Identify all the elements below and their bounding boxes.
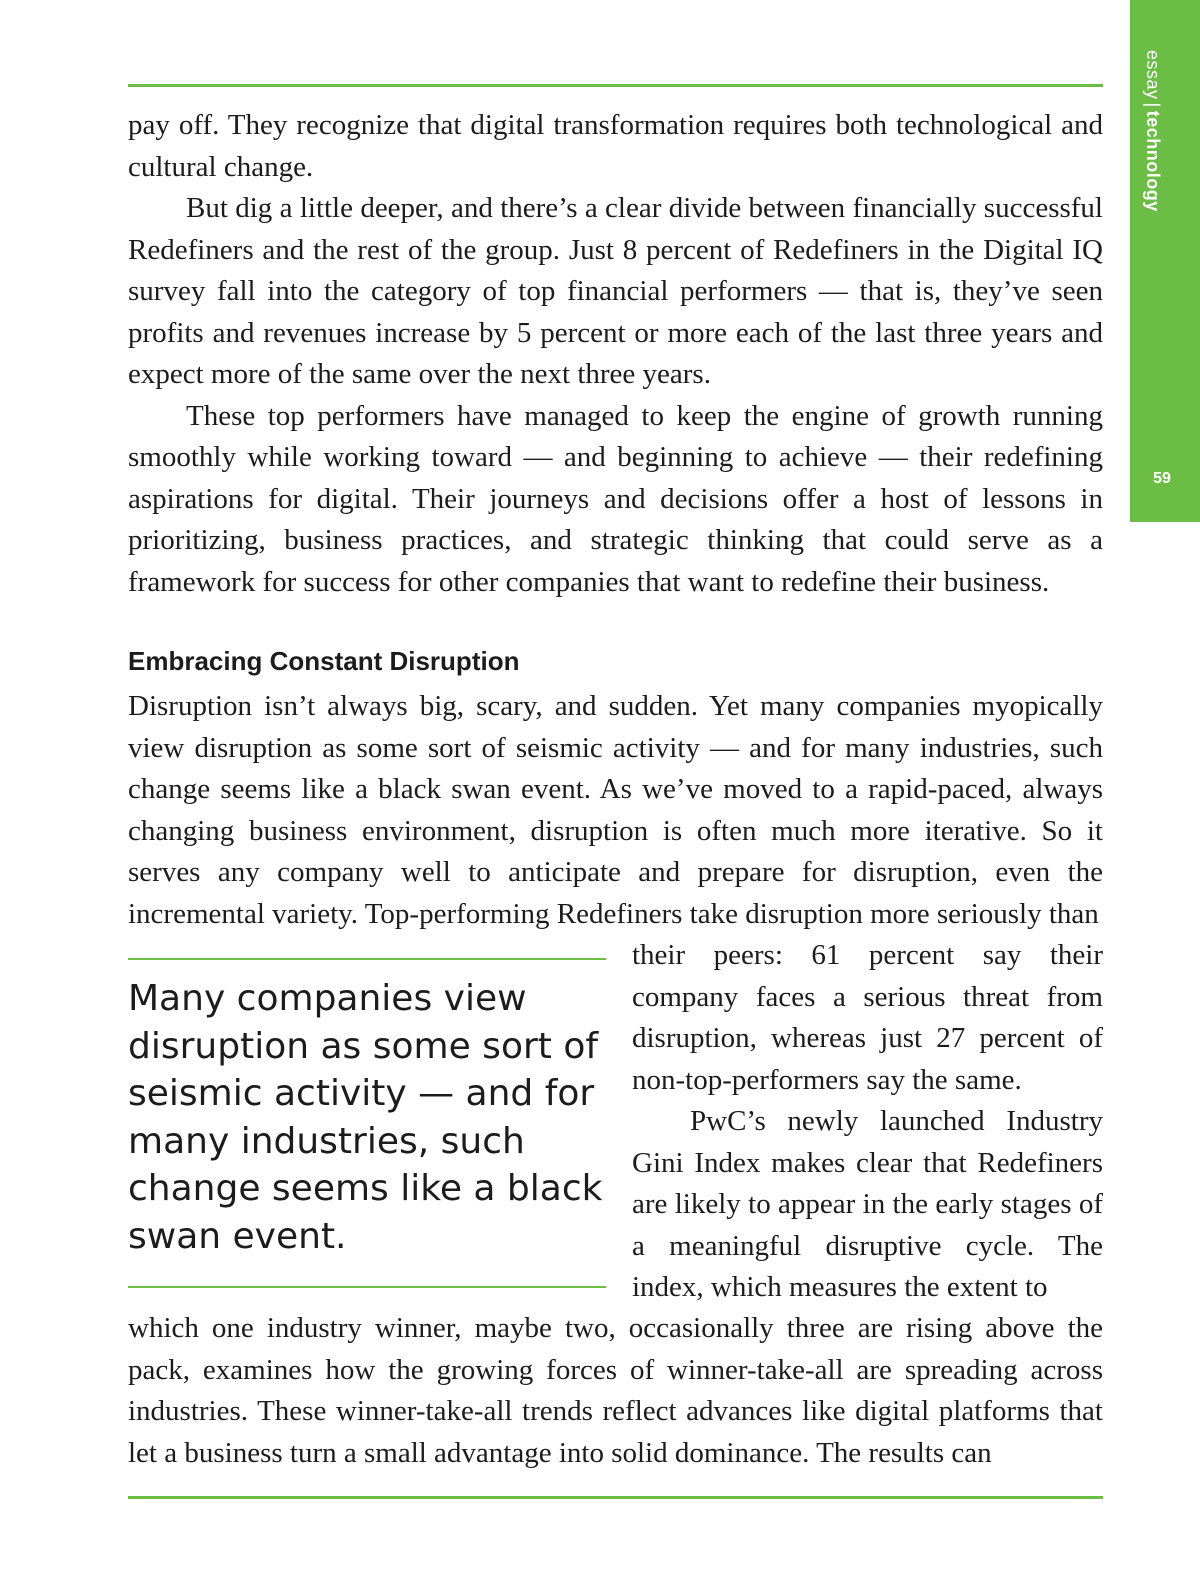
section-separator: | [1143,102,1163,108]
section-label [1142,50,1163,212]
pull-quote: Many companies view disruption as some sort of seismic activity — and for many industries, such change seems like a black swan event. [128,978,603,1257]
paragraph: PwC’s newly launched Industry Gini Index makes clear that Redefiners are likely to appear in the early stages of a meaningful disruptive cycle. The index, which measures the extent to [632,1105,1103,1303]
article-section [128,686,1103,935]
article-column [632,935,1103,1309]
paragraph: pay off. They recognize that digital transformation requires both technological and cultural change. [128,109,1103,183]
paragraph: their peers: 61 percent say their company faces a serious threat from disruption, whereas just 27 percent of non-top-performers say the same. [632,939,1103,1096]
paragraph: These top performers have managed to keep the engine of growth running smoothly while working toward — and beginning to achieve — their redefining aspirations for digital. Their journeys and decisions offer a host of lessons in prioritizing, business practices, and strategic thinking that could serve as a framework for success for other companies that want to redefine their business. [128,399,1103,598]
section-name: essay [1143,50,1163,100]
top-rule [128,84,1103,87]
paragraph: But dig a little deeper, and there’s a clear divide between financially successful Redefiners and the rest of the group. Just 8 percent of Redefiners in the Digital IQ survey fall into the category of top financial performers — that is, they’ve seen profits and revenues increase by 5 percent or more each of the last three years and expect more of the same over the next three years. [128,192,1103,390]
paragraph: Disruption isn’t always big, scary, and sudden. Yet many companies myopically view disruption as some sort of seismic activity — and for many industries, such change seems like a black swan event. As we’ve moved to a rapid-paced, always changing business environment, disruption is often much more iterative. So it serves any company well to anticipate and prepare for disruption, even the incremental variety. Top-performing Redefiners take disruption more seriously than [128,690,1103,930]
bottom-rule [128,1496,1103,1499]
section-topic: technology [1143,110,1163,212]
pull-quote-rule-bottom [128,1286,606,1288]
paragraph: which one industry winner, maybe two, occasionally three are rising above the pack, examines how the growing forces of winner-take-all are spreading across industries. These winner-take-all trends reflect advances like digital platforms that let a business turn a small advantage into solid dominance. The results can [128,1312,1103,1469]
article-continuation [128,1308,1103,1474]
section-tab [1130,0,1200,522]
page-number: 59 [1153,470,1171,487]
section-heading: Embracing Constant Disruption [128,646,520,676]
article-intro [128,105,1103,603]
pull-quote-rule-top [128,958,606,960]
